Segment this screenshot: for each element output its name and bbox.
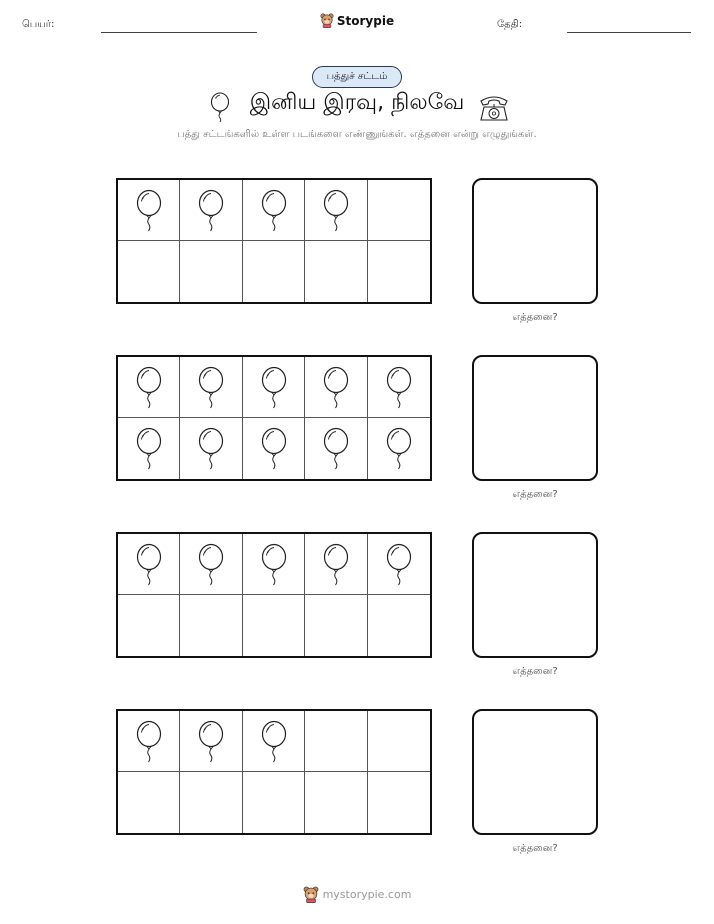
footer-url: mystorypie.com <box>322 888 412 901</box>
balloon-icon <box>259 720 289 764</box>
page-title: இனிய இரவு, நிலவே <box>249 90 465 115</box>
ten-frame-cell <box>180 241 242 302</box>
answer-box-4[interactable] <box>472 709 598 835</box>
bear-mascot-icon <box>303 886 319 903</box>
ten-frame-cell <box>305 180 367 241</box>
balloon-icon <box>134 189 164 233</box>
ten-frame-cell <box>305 711 367 772</box>
ten-frame-cell <box>180 180 242 241</box>
ten-frame-cell <box>368 772 430 833</box>
ten-frame-cell <box>368 595 430 656</box>
ten-frame-cell <box>118 357 180 418</box>
ten-frame-1 <box>116 178 432 304</box>
how-many-label: எத்தனை? <box>512 666 558 677</box>
ten-frame-cell <box>118 180 180 241</box>
ten-frame-cell <box>243 241 305 302</box>
answer-box-3[interactable] <box>472 532 598 658</box>
ten-frame-cell <box>180 595 242 656</box>
ten-frame-cell <box>118 418 180 479</box>
ten-frame-cell <box>305 357 367 418</box>
instructions: பத்து சட்டங்களில் உள்ள படங்களை எண்ணுங்கள். எத்தனை என்று எழுதுங்கள். <box>177 129 537 140</box>
how-many-label: எத்தனை? <box>512 312 558 323</box>
balloon-icon <box>321 543 351 587</box>
ten-frame-cell <box>305 241 367 302</box>
date-line[interactable] <box>567 32 691 33</box>
activity-badge: பத்துச் சட்டம் <box>312 66 402 88</box>
balloon-icon <box>384 427 414 471</box>
ten-frame-2 <box>116 355 432 481</box>
ten-frame-cell <box>118 595 180 656</box>
balloon-icon <box>259 427 289 471</box>
ten-frame-cell <box>243 418 305 479</box>
ten-frame-cell <box>368 241 430 302</box>
balloon-icon <box>384 366 414 410</box>
balloon-icon <box>384 543 414 587</box>
balloon-icon <box>259 366 289 410</box>
ten-frame-cell <box>180 772 242 833</box>
ten-frame-cell <box>118 772 180 833</box>
ten-frame-cell <box>180 534 242 595</box>
ten-frame-4 <box>116 709 432 835</box>
telephone-icon <box>478 94 510 122</box>
ten-frame-cell <box>180 357 242 418</box>
brand-logo <box>0 13 714 28</box>
balloon-icon <box>321 366 351 410</box>
balloon-icon <box>196 189 226 233</box>
ten-frame-cell <box>243 772 305 833</box>
ten-frame-cell <box>305 534 367 595</box>
ten-frame-cell <box>180 418 242 479</box>
ten-frame-cell <box>368 180 430 241</box>
ten-frame-cell <box>305 772 367 833</box>
balloon-icon <box>259 189 289 233</box>
ten-frame-cell <box>305 418 367 479</box>
ten-frame-cell <box>118 534 180 595</box>
how-many-label: எத்தனை? <box>512 489 558 500</box>
name-label: பெயர்: <box>22 19 55 30</box>
ten-frame-cell <box>118 241 180 302</box>
date-label: தேதி: <box>497 19 523 30</box>
ten-frame-cell <box>243 534 305 595</box>
balloon-icon <box>196 720 226 764</box>
how-many-label: எத்தனை? <box>512 843 558 854</box>
answer-box-1[interactable] <box>472 178 598 304</box>
balloon-icon <box>134 366 164 410</box>
balloon-icon <box>134 720 164 764</box>
ten-frame-cell <box>368 418 430 479</box>
ten-frame-cell <box>368 357 430 418</box>
balloon-icon <box>134 543 164 587</box>
footer <box>0 886 714 903</box>
balloon-icon <box>321 189 351 233</box>
ten-frame-3 <box>116 532 432 658</box>
balloon-icon <box>196 427 226 471</box>
name-line[interactable] <box>101 32 257 33</box>
brand-name: Storypie <box>336 13 395 28</box>
ten-frame-cell <box>243 711 305 772</box>
ten-frame-cell <box>305 595 367 656</box>
ten-frame-cell <box>180 711 242 772</box>
balloon-icon <box>321 427 351 471</box>
answer-box-2[interactable] <box>472 355 598 481</box>
ten-frame-cell <box>368 711 430 772</box>
balloon-icon <box>196 366 226 410</box>
ten-frame-cell <box>243 357 305 418</box>
balloon-icon <box>134 427 164 471</box>
ten-frame-cell <box>243 595 305 656</box>
ten-frame-cell <box>118 711 180 772</box>
ten-frame-cell <box>243 180 305 241</box>
balloon-icon <box>196 543 226 587</box>
bear-mascot-icon <box>320 13 334 28</box>
balloon-icon <box>259 543 289 587</box>
ten-frame-cell <box>368 534 430 595</box>
